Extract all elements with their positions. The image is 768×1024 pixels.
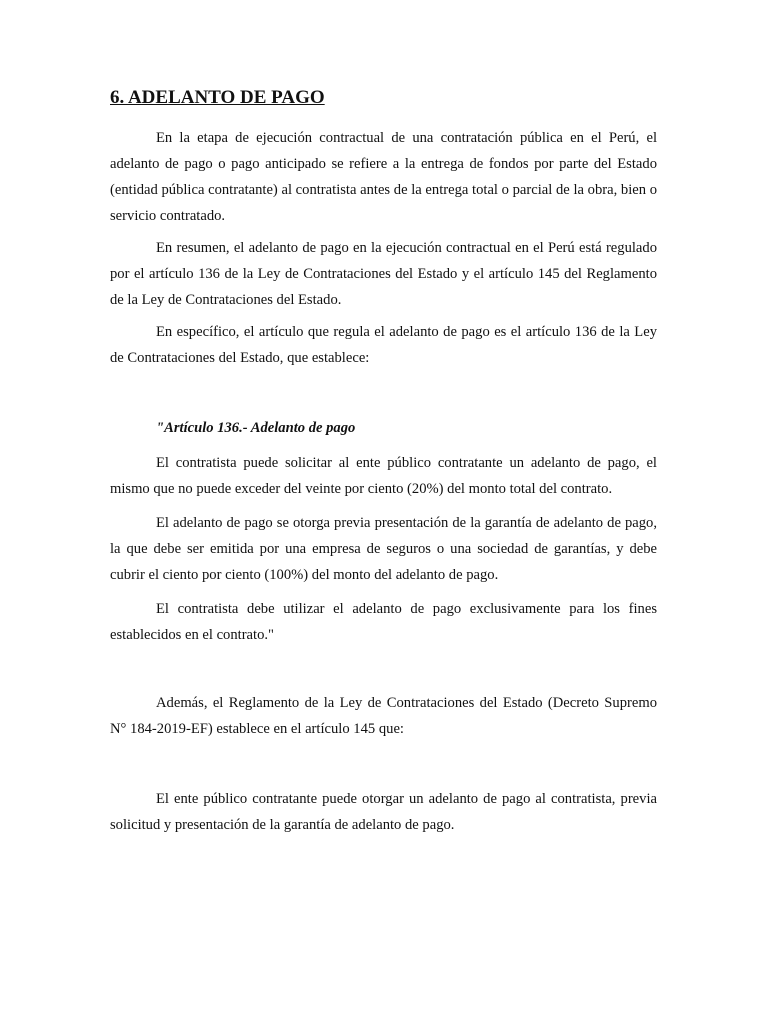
- paragraph-article-145: El ente público contratante puede otorgar un adelanto de pago al contratista, previa solicitud y presentación de la garantía de adelanto de pago.: [110, 791, 657, 833]
- section-heading: 6. ADELANTO DE PAGO: [110, 87, 325, 108]
- paragraph-intro: En la etapa de ejecución contractual de una contratación pública en el Perú, el adelanto de pago o pago anticipado se refiere a la entrega de fondos por parte del Estado (entidad pública contratante) al contratista antes de la entrega total o parcial de la obra, bien o servicio contratado.: [110, 130, 657, 224]
- quote-paragraph-2: El adelanto de pago se otorga previa presentación de la garantía de adelanto de pago, la que debe ser emitida por una empresa de seguros o una sociedad de garantías, y debe cubrir el ciento por ciento (100%) del monto del adelanto de pago.: [110, 515, 657, 583]
- paragraph-reglamento: Además, el Reglamento de la Ley de Contrataciones del Estado (Decreto Supremo N° 184-2019-EF) establece en el artículo 145 que:: [110, 695, 657, 737]
- paragraph-specific: En específico, el artículo que regula el adelanto de pago es el artículo 136 de la Ley de Contrataciones del Estado, que establece:: [110, 324, 657, 366]
- quote-paragraph-1: El contratista puede solicitar al ente público contratante un adelanto de pago, el mismo que no puede exceder del veinte por ciento (20%) del monto total del contrato.: [110, 455, 657, 497]
- quote-title: "Artículo 136.- Adelanto de pago: [156, 420, 356, 436]
- quote-paragraph-3: El contratista debe utilizar el adelanto de pago exclusivamente para los fines establecidos en el contrato.": [110, 601, 657, 643]
- paragraph-summary: En resumen, el adelanto de pago en la ejecución contractual en el Perú está regulado por el artículo 136 de la Ley de Contrataciones del Estado y el artículo 145 del Reglamento de la Ley de Contrataciones del Estado.: [110, 240, 657, 308]
